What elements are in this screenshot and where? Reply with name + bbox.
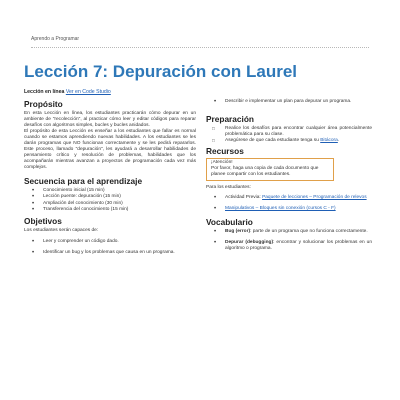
list-item: • Transferencia del conocimiento (15 min)	[24, 207, 196, 213]
manipulativos-link[interactable]: Manipulativos – Bloques sin conexión (cursos C - F)	[225, 206, 336, 212]
bitacora-link[interactable]: Bitácora	[320, 137, 338, 143]
list-item	[206, 126, 372, 138]
vocab-def-bug: : parte de un programa que no funciona correctamente.	[250, 229, 368, 235]
left-column	[24, 89, 196, 261]
list-item	[206, 240, 372, 252]
proposito-paragraph-2: El propósito de esta Lección es enseñar a los estudiantes que fallar es normal cuando se estamos aprendiendo nuevas habilidades. A los estudiantes se les darán programas que NO funcionan correctamente y se les pedirá repararlos. Este proceso, llamado "depuración", les ayudará a desarrollar habilidades de pensamiento crítico y resolución de problemas, habilidades que los acompañarán mientras avanzan a proyectos de programación cada vez más complejos.	[24, 128, 196, 171]
callout-text: Por favor, haga una copia de cada documento que planee compartir con los estudiantes.	[211, 165, 319, 177]
right-column	[206, 99, 372, 252]
page-title: Lección 7: Depuración con Laurel	[24, 62, 298, 81]
list-item	[206, 138, 372, 144]
preparacion-item-1-text: Realice los desafíos para encontrar cualquier área potencialmente problemática para su clase.	[225, 125, 372, 137]
list-item: • Lección puente: depuración (15 min)	[24, 194, 196, 200]
proposito-paragraph-1: En esta Lección en línea, los estudiantes practicarán cómo depurar en un ambiente de "recolección", al practicar cómo leer y editar códigos para reparar desafíos con algoritmos simples, bucles y bucles anidados.	[24, 110, 196, 128]
list-item	[206, 206, 372, 212]
recursos-list	[206, 195, 372, 212]
objetivos-list-continued	[206, 99, 372, 105]
section-heading-preparacion: Preparación	[206, 114, 254, 125]
objetivos-list	[24, 239, 196, 256]
list-item: • Conocimiento inicial (15 min)	[24, 188, 196, 194]
list-item	[206, 195, 372, 201]
section-heading-proposito: Propósito	[24, 99, 63, 109]
vocab-term-bug: Bug (error)	[225, 229, 251, 235]
lesson-type-label: Lección en línea	[24, 89, 65, 95]
section-heading-objetivos: Objetivos	[24, 216, 62, 227]
paquete-lecciones-link[interactable]: Paquete de lecciones – Programación de relevos	[262, 194, 367, 200]
header-divider	[31, 47, 369, 48]
preparacion-list	[206, 126, 372, 144]
lesson-subtitle	[24, 89, 196, 95]
section-heading-secuencia: Secuencia para el aprendizaje	[24, 176, 143, 187]
list-item	[206, 229, 372, 235]
list-item: • Identificar un bug y los problemas que causa en un programa.	[24, 250, 196, 256]
vocab-term-depurar: Depurar (debugging)	[225, 240, 274, 246]
callout-title: ¡Atención!	[211, 159, 233, 165]
preparacion-item-2-end: .	[337, 137, 340, 143]
list-item: • Leer y comprender un código dado.	[24, 239, 196, 245]
list-item: • Ampliación del conocimiento (30 min)	[24, 201, 196, 207]
recursos-intro: Para los estudiantes:	[206, 184, 251, 190]
vocabulario-list	[206, 229, 372, 252]
objetivos-intro: Los estudiantes serán capaces de:	[24, 227, 99, 233]
list-item: • Describir e implementar un plan para depurar un programa.	[206, 99, 372, 105]
preparacion-item-2-text: Asegúrese de que cada estudiante tenga su	[225, 137, 321, 143]
header-course-name: Aprendo a Programar	[31, 36, 80, 42]
recursos-item-1-prefix: Actividad Previa:	[225, 194, 263, 200]
attention-callout	[206, 158, 334, 181]
section-heading-vocabulario: Vocabulario	[206, 217, 253, 228]
code-studio-link[interactable]: Ver en Code Studio	[65, 89, 111, 95]
vocab-def-depurar: : encontrar y solucionar los problemas en un algoritmo o programa.	[225, 240, 373, 252]
secuencia-list	[24, 188, 196, 213]
section-heading-recursos: Recursos	[206, 145, 244, 156]
